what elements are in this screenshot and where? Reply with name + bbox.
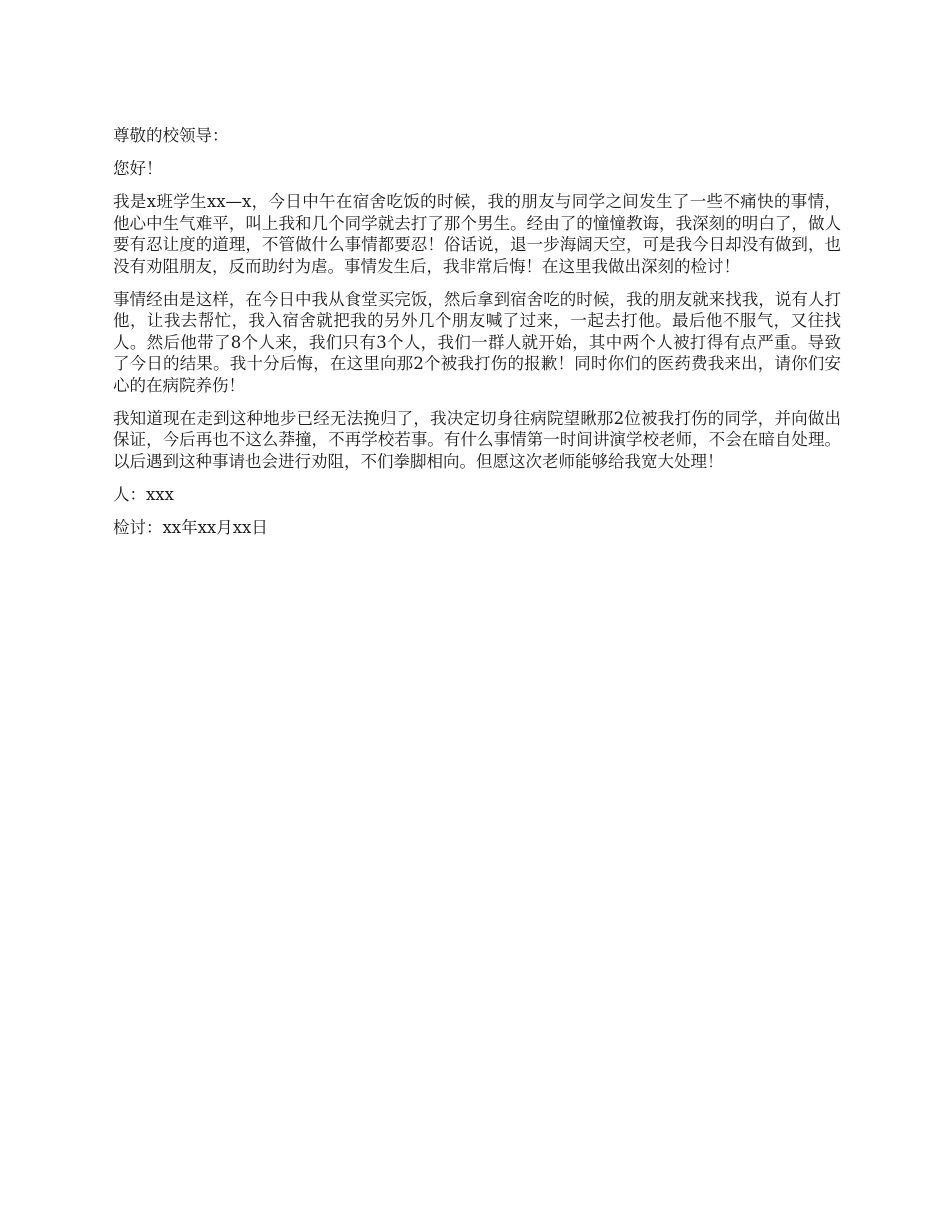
salutation: 尊敬的校领导：: [113, 126, 229, 145]
paragraph-1: 我是x班学生xx—x，今日中午在宿舍吃饭的时候，我的朋友与同学之间发生了一些不痛快的事情，他心中生气难平，叫上我和几个同学就去打了那个男生。经由了的憧憧教诲，我深刻的明白了，做人要有忍让度的道理，不管做什么事情都要忍！俗话说，退一步海阔天空，可是我今日却没有做到，也没有劝阻朋友，反而助纣为虐。事情发生后，我非常后悔！在这里我做出深刻的检讨！: [113, 192, 841, 276]
paragraph-2: 事情经由是这样，在今日中我从食堂买完饭，然后拿到宿舍吃的时候，我的朋友就来找我，说有人打他，让我去帮忙，我入宿舍就把我的另外几个朋友喊了过来，一起去打他。最后他不服气，又往找人。然后他带了8个人来，我们只有3个人，我们一群人就开始，其中两个人被打得有点严重。导致了今日的结果。我十分后悔，在这里向那2个被我打伤的报歉！同时你们的医药费我来出，请你们安心的在病院养伤！: [113, 289, 841, 395]
signer-line: 人：xxx: [113, 484, 174, 504]
date-line: 检讨：xx年xx月xx日: [113, 517, 268, 537]
letter-body: [113, 125, 841, 550]
paragraph-3: 我知道现在走到这种地步已经无法挽归了，我决定切身往病院望瞅那2位被我打伤的同学，并向做出保证，今后再也不这么莽撞，不再学校若事。有什么事情第一时间讲演学校老师，不会在暗自处理。以后遇到这种事请也会进行劝阻，不们拳脚相向。但愿这次老师能够给我宽大处理！: [113, 408, 841, 471]
greeting: 您好！: [113, 159, 163, 178]
